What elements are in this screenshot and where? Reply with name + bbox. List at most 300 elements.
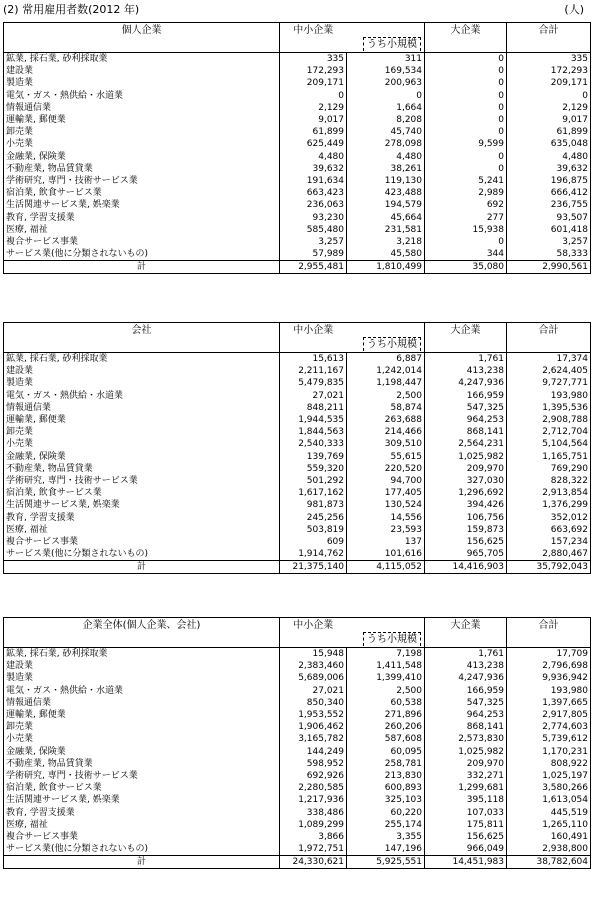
industry-name: 不動産業, 物品賃貸業 — [4, 758, 280, 770]
cell-sme: 0 — [280, 90, 347, 102]
cell-total: 2,712,704 — [507, 426, 591, 438]
cell-sme: 2,383,460 — [280, 660, 347, 672]
table-header-row — [4, 23, 591, 53]
cell-total: 2,624,405 — [507, 365, 591, 377]
cell-total: 93,507 — [507, 211, 591, 223]
cell-sme: 172,293 — [280, 65, 347, 77]
table-row — [4, 548, 591, 561]
total-label: 計 — [4, 261, 280, 274]
table-row — [4, 248, 591, 261]
cell-small: 220,520 — [347, 463, 425, 475]
cell-large: 1,299,681 — [425, 782, 507, 794]
cell-small: 38,261 — [347, 163, 425, 175]
total-label: 計 — [4, 856, 280, 869]
industry-name: 医療, 福祉 — [4, 819, 280, 831]
industry-name: 建設業 — [4, 65, 280, 77]
cell-large: 394,426 — [425, 499, 507, 511]
cell-total: 666,412 — [507, 187, 591, 199]
table-header-row — [4, 323, 591, 353]
cell-small: 1,399,410 — [347, 672, 425, 684]
industry-name: 金融業, 保険業 — [4, 451, 280, 463]
cell-sme: 1,906,462 — [280, 721, 347, 733]
cell-small: 137 — [347, 536, 425, 548]
cell-total: 1,170,231 — [507, 746, 591, 758]
cell-large: 327,030 — [425, 475, 507, 487]
cell-sme: 5,689,006 — [280, 672, 347, 684]
cell-sme: 503,819 — [280, 524, 347, 536]
industry-name: 金融業, 保険業 — [4, 151, 280, 163]
industry-name: 複合サービス事業 — [4, 236, 280, 248]
cell-sme: 559,320 — [280, 463, 347, 475]
cell-total: 236,755 — [507, 199, 591, 211]
cell-sme: 2,280,585 — [280, 782, 347, 794]
industry-name: 卸売業 — [4, 126, 280, 138]
cell-small: 423,488 — [347, 187, 425, 199]
cell-sme: 585,480 — [280, 224, 347, 236]
table-row — [4, 806, 591, 818]
total-sme: 24,330,621 — [280, 856, 347, 869]
table-row — [4, 53, 591, 66]
table-row — [4, 660, 591, 672]
cell-sme: 209,171 — [280, 77, 347, 89]
industry-name: 宿泊業, 飲食サービス業 — [4, 487, 280, 499]
industry-name: サービス業(他に分類されないもの) — [4, 548, 280, 561]
cell-sme: 144,249 — [280, 746, 347, 758]
total-sme: 21,375,140 — [280, 561, 347, 574]
cell-small: 325,103 — [347, 794, 425, 806]
cell-large: 106,756 — [425, 511, 507, 523]
cell-total: 2,129 — [507, 102, 591, 114]
cell-large: 0 — [425, 114, 507, 126]
cell-small: 1,242,014 — [347, 365, 425, 377]
total-total: 2,990,561 — [507, 261, 591, 274]
cell-total: 1,376,299 — [507, 499, 591, 511]
table-row — [4, 733, 591, 745]
table-row — [4, 402, 591, 414]
cell-total: 1,025,197 — [507, 770, 591, 782]
cell-sme: 2,540,333 — [280, 438, 347, 450]
cell-sme: 609 — [280, 536, 347, 548]
total-sme: 2,955,481 — [280, 261, 347, 274]
section-label: 会社 — [4, 323, 280, 353]
cell-large: 107,033 — [425, 806, 507, 818]
table-row — [4, 151, 591, 163]
table-row — [4, 536, 591, 548]
cell-large: 964,253 — [425, 709, 507, 721]
table-row — [4, 685, 591, 697]
cell-large: 166,959 — [425, 390, 507, 402]
industry-name: 情報通信業 — [4, 102, 280, 114]
cell-sme: 57,989 — [280, 248, 347, 261]
cell-total: 1,395,536 — [507, 402, 591, 414]
cell-large: 965,705 — [425, 548, 507, 561]
cell-sme: 2,129 — [280, 102, 347, 114]
total-total: 38,782,604 — [507, 856, 591, 869]
total-row — [4, 561, 591, 574]
cell-large: 1,296,692 — [425, 487, 507, 499]
industry-name: 不動産業, 物品賃貸業 — [4, 463, 280, 475]
cell-sme: 245,256 — [280, 511, 347, 523]
cell-sme: 850,340 — [280, 697, 347, 709]
cell-small: 311 — [347, 53, 425, 66]
table-row — [4, 126, 591, 138]
cell-total: 2,938,800 — [507, 843, 591, 856]
total-large: 14,416,903 — [425, 561, 507, 574]
cell-small: 45,580 — [347, 248, 425, 261]
cell-large: 2,989 — [425, 187, 507, 199]
cell-total: 39,632 — [507, 163, 591, 175]
table-row — [4, 163, 591, 175]
cell-small: 1,198,447 — [347, 377, 425, 389]
cell-large: 209,970 — [425, 463, 507, 475]
industry-name: 運輸業, 郵便業 — [4, 414, 280, 426]
cell-small: 119,130 — [347, 175, 425, 187]
cell-small: 14,556 — [347, 511, 425, 523]
industry-name: 宿泊業, 飲食サービス業 — [4, 782, 280, 794]
col-header-sme: 中小企業 — [280, 323, 347, 353]
table-row — [4, 114, 591, 126]
cell-small: 260,206 — [347, 721, 425, 733]
col-header-sme: 中小企業 — [280, 618, 347, 648]
industry-name: 電気・ガス・熱供給・水道業 — [4, 685, 280, 697]
cell-large: 159,873 — [425, 524, 507, 536]
industry-name: 製造業 — [4, 672, 280, 684]
table-row — [4, 831, 591, 843]
cell-total: 58,333 — [507, 248, 591, 261]
cell-small: 278,098 — [347, 138, 425, 150]
cell-small: 101,616 — [347, 548, 425, 561]
cell-sme: 27,021 — [280, 685, 347, 697]
cell-small: 177,405 — [347, 487, 425, 499]
cell-sme: 3,257 — [280, 236, 347, 248]
industry-name: 卸売業 — [4, 426, 280, 438]
cell-total: 769,290 — [507, 463, 591, 475]
industry-name: 運輸業, 郵便業 — [4, 114, 280, 126]
cell-sme: 1,617,162 — [280, 487, 347, 499]
total-small: 5,925,551 — [347, 856, 425, 869]
table-companies — [3, 322, 591, 574]
table-row — [4, 224, 591, 236]
table-row — [4, 794, 591, 806]
table-row — [4, 414, 591, 426]
cell-small: 60,538 — [347, 697, 425, 709]
col-header-total: 合計 — [507, 323, 591, 353]
cell-sme: 93,230 — [280, 211, 347, 223]
table-row — [4, 524, 591, 536]
cell-small: 45,664 — [347, 211, 425, 223]
cell-small: 200,963 — [347, 77, 425, 89]
cell-sme: 61,899 — [280, 126, 347, 138]
cell-small: 2,500 — [347, 685, 425, 697]
cell-small: 231,581 — [347, 224, 425, 236]
table-row — [4, 746, 591, 758]
cell-small: 258,781 — [347, 758, 425, 770]
cell-total: 193,980 — [507, 390, 591, 402]
table-row — [4, 672, 591, 684]
cell-total: 209,171 — [507, 77, 591, 89]
col-header-small-label: うち小規模 — [363, 632, 421, 646]
cell-sme: 1,844,563 — [280, 426, 347, 438]
table-row — [4, 451, 591, 463]
cell-total: 3,580,266 — [507, 782, 591, 794]
cell-sme: 191,634 — [280, 175, 347, 187]
col-header-small — [347, 323, 425, 353]
table-row — [4, 377, 591, 389]
cell-small: 1,664 — [347, 102, 425, 114]
industry-name: 生活関連サービス業, 娯楽業 — [4, 199, 280, 211]
cell-small: 600,893 — [347, 782, 425, 794]
cell-total: 2,796,698 — [507, 660, 591, 672]
industry-name: 不動産業, 物品賃貸業 — [4, 163, 280, 175]
total-small: 4,115,052 — [347, 561, 425, 574]
col-header-small — [347, 23, 425, 53]
cell-total: 157,234 — [507, 536, 591, 548]
cell-large: 156,625 — [425, 831, 507, 843]
cell-large: 1,025,982 — [425, 746, 507, 758]
table-row — [4, 365, 591, 377]
industry-name: 教育, 学習支援業 — [4, 806, 280, 818]
cell-large: 413,238 — [425, 365, 507, 377]
cell-total: 601,418 — [507, 224, 591, 236]
table-row — [4, 709, 591, 721]
total-large: 35,080 — [425, 261, 507, 274]
table-all-enterprises — [3, 617, 591, 869]
table-individual-enterprises — [3, 22, 591, 274]
cell-large: 1,025,982 — [425, 451, 507, 463]
industry-name: 情報通信業 — [4, 697, 280, 709]
col-header-large: 大企業 — [425, 23, 507, 53]
cell-sme: 4,480 — [280, 151, 347, 163]
col-header-small — [347, 618, 425, 648]
cell-large: 868,141 — [425, 426, 507, 438]
cell-large: 277 — [425, 211, 507, 223]
cell-total: 160,491 — [507, 831, 591, 843]
cell-large: 0 — [425, 102, 507, 114]
industry-name: 建設業 — [4, 365, 280, 377]
industry-name: 生活関連サービス業, 娯楽業 — [4, 794, 280, 806]
industry-name: 学術研究, 専門・技術サービス業 — [4, 175, 280, 187]
cell-total: 9,727,771 — [507, 377, 591, 389]
table-header-row — [4, 618, 591, 648]
col-header-small-label: うち小規模 — [363, 337, 421, 351]
cell-small: 60,095 — [347, 746, 425, 758]
table-row — [4, 390, 591, 402]
cell-total: 635,048 — [507, 138, 591, 150]
cell-large: 964,253 — [425, 414, 507, 426]
table-row — [4, 782, 591, 794]
cell-total: 61,899 — [507, 126, 591, 138]
cell-small: 55,615 — [347, 451, 425, 463]
col-header-total: 合計 — [507, 618, 591, 648]
cell-sme: 1,972,751 — [280, 843, 347, 856]
cell-sme: 27,021 — [280, 390, 347, 402]
cell-sme: 625,449 — [280, 138, 347, 150]
cell-total: 3,257 — [507, 236, 591, 248]
cell-sme: 1,953,552 — [280, 709, 347, 721]
industry-name: 運輸業, 郵便業 — [4, 709, 280, 721]
cell-sme: 663,423 — [280, 187, 347, 199]
cell-large: 0 — [425, 65, 507, 77]
industry-name: 製造業 — [4, 377, 280, 389]
cell-total: 9,017 — [507, 114, 591, 126]
cell-large: 209,970 — [425, 758, 507, 770]
cell-small: 213,830 — [347, 770, 425, 782]
industry-name: 小売業 — [4, 733, 280, 745]
cell-total: 828,322 — [507, 475, 591, 487]
industry-name: 医療, 福祉 — [4, 524, 280, 536]
industry-name: 鉱業, 採石業, 砂利採取業 — [4, 648, 280, 661]
table-row — [4, 438, 591, 450]
cell-large: 1,761 — [425, 648, 507, 661]
cell-total: 2,917,805 — [507, 709, 591, 721]
total-small: 1,810,499 — [347, 261, 425, 274]
cell-small: 309,510 — [347, 438, 425, 450]
unit-label: (人) — [564, 3, 584, 16]
table-row — [4, 138, 591, 150]
cell-large: 175,811 — [425, 819, 507, 831]
cell-sme: 2,211,167 — [280, 365, 347, 377]
cell-large: 966,049 — [425, 843, 507, 856]
cell-small: 45,740 — [347, 126, 425, 138]
total-row — [4, 856, 591, 869]
table-row — [4, 199, 591, 211]
table-row — [4, 102, 591, 114]
cell-large: 0 — [425, 90, 507, 102]
cell-small: 0 — [347, 90, 425, 102]
cell-sme: 5,479,835 — [280, 377, 347, 389]
cell-sme: 1,914,762 — [280, 548, 347, 561]
cell-small: 2,500 — [347, 390, 425, 402]
industry-name: 製造業 — [4, 77, 280, 89]
cell-total: 0 — [507, 90, 591, 102]
cell-large: 332,271 — [425, 770, 507, 782]
section-label: 個人企業 — [4, 23, 280, 53]
cell-sme: 15,948 — [280, 648, 347, 661]
industry-name: 鉱業, 採石業, 砂利採取業 — [4, 53, 280, 66]
table-row — [4, 77, 591, 89]
cell-large: 156,625 — [425, 536, 507, 548]
cell-total: 663,692 — [507, 524, 591, 536]
cell-small: 214,466 — [347, 426, 425, 438]
cell-sme: 848,211 — [280, 402, 347, 414]
cell-sme: 338,486 — [280, 806, 347, 818]
cell-large: 344 — [425, 248, 507, 261]
table-row — [4, 475, 591, 487]
industry-name: サービス業(他に分類されないもの) — [4, 248, 280, 261]
industry-name: 教育, 学習支援業 — [4, 211, 280, 223]
cell-total: 2,908,788 — [507, 414, 591, 426]
industry-name: 鉱業, 採石業, 砂利採取業 — [4, 353, 280, 366]
col-header-large: 大企業 — [425, 618, 507, 648]
page-header — [3, 0, 590, 18]
cell-sme: 501,292 — [280, 475, 347, 487]
table-row — [4, 353, 591, 366]
cell-large: 868,141 — [425, 721, 507, 733]
col-header-small-label: うち小規模 — [363, 37, 421, 51]
cell-total: 193,980 — [507, 685, 591, 697]
table-row — [4, 721, 591, 733]
cell-total: 1,165,751 — [507, 451, 591, 463]
cell-sme: 3,165,782 — [280, 733, 347, 745]
cell-large: 0 — [425, 163, 507, 175]
cell-sme: 598,952 — [280, 758, 347, 770]
cell-total: 4,480 — [507, 151, 591, 163]
cell-large: 2,564,231 — [425, 438, 507, 450]
industry-name: 複合サービス事業 — [4, 536, 280, 548]
cell-small: 8,208 — [347, 114, 425, 126]
cell-total: 2,774,603 — [507, 721, 591, 733]
cell-small: 3,218 — [347, 236, 425, 248]
page-title: (2) 常用雇用者数(2012 年) — [3, 3, 140, 16]
cell-sme: 981,873 — [280, 499, 347, 511]
cell-large: 4,247,936 — [425, 377, 507, 389]
table-row — [4, 65, 591, 77]
cell-large: 395,118 — [425, 794, 507, 806]
cell-sme: 335 — [280, 53, 347, 66]
industry-name: 建設業 — [4, 660, 280, 672]
table-row — [4, 758, 591, 770]
cell-small: 60,220 — [347, 806, 425, 818]
cell-total: 2,880,467 — [507, 548, 591, 561]
cell-small: 271,896 — [347, 709, 425, 721]
table-row — [4, 236, 591, 248]
table-row — [4, 211, 591, 223]
cell-total: 5,739,612 — [507, 733, 591, 745]
cell-large: 9,599 — [425, 138, 507, 150]
industry-name: 学術研究, 専門・技術サービス業 — [4, 475, 280, 487]
cell-total: 352,012 — [507, 511, 591, 523]
cell-small: 147,196 — [347, 843, 425, 856]
cell-large: 2,573,830 — [425, 733, 507, 745]
cell-total: 5,104,564 — [507, 438, 591, 450]
cell-small: 587,608 — [347, 733, 425, 745]
cell-large: 413,238 — [425, 660, 507, 672]
col-header-total: 合計 — [507, 23, 591, 53]
cell-small: 194,579 — [347, 199, 425, 211]
table-row — [4, 511, 591, 523]
industry-name: 電気・ガス・熱供給・水道業 — [4, 90, 280, 102]
table-row — [4, 463, 591, 475]
industry-name: 電気・ガス・熱供給・水道業 — [4, 390, 280, 402]
col-header-sme: 中小企業 — [280, 23, 347, 53]
cell-small: 255,174 — [347, 819, 425, 831]
cell-sme: 236,063 — [280, 199, 347, 211]
cell-total: 445,519 — [507, 806, 591, 818]
cell-sme: 9,017 — [280, 114, 347, 126]
total-label: 計 — [4, 561, 280, 574]
cell-sme: 1,944,535 — [280, 414, 347, 426]
cell-total: 335 — [507, 53, 591, 66]
cell-total: 17,709 — [507, 648, 591, 661]
cell-large: 4,247,936 — [425, 672, 507, 684]
cell-small: 23,593 — [347, 524, 425, 536]
cell-total: 808,922 — [507, 758, 591, 770]
industry-name: 宿泊業, 飲食サービス業 — [4, 187, 280, 199]
cell-small: 4,480 — [347, 151, 425, 163]
cell-total: 17,374 — [507, 353, 591, 366]
total-large: 14,451,983 — [425, 856, 507, 869]
cell-large: 5,241 — [425, 175, 507, 187]
cell-small: 130,524 — [347, 499, 425, 511]
cell-large: 0 — [425, 77, 507, 89]
col-header-large: 大企業 — [425, 323, 507, 353]
industry-name: 学術研究, 専門・技術サービス業 — [4, 770, 280, 782]
cell-sme: 3,866 — [280, 831, 347, 843]
cell-total: 2,913,854 — [507, 487, 591, 499]
table-row — [4, 819, 591, 831]
industry-name: 生活関連サービス業, 娯楽業 — [4, 499, 280, 511]
cell-sme: 692,926 — [280, 770, 347, 782]
